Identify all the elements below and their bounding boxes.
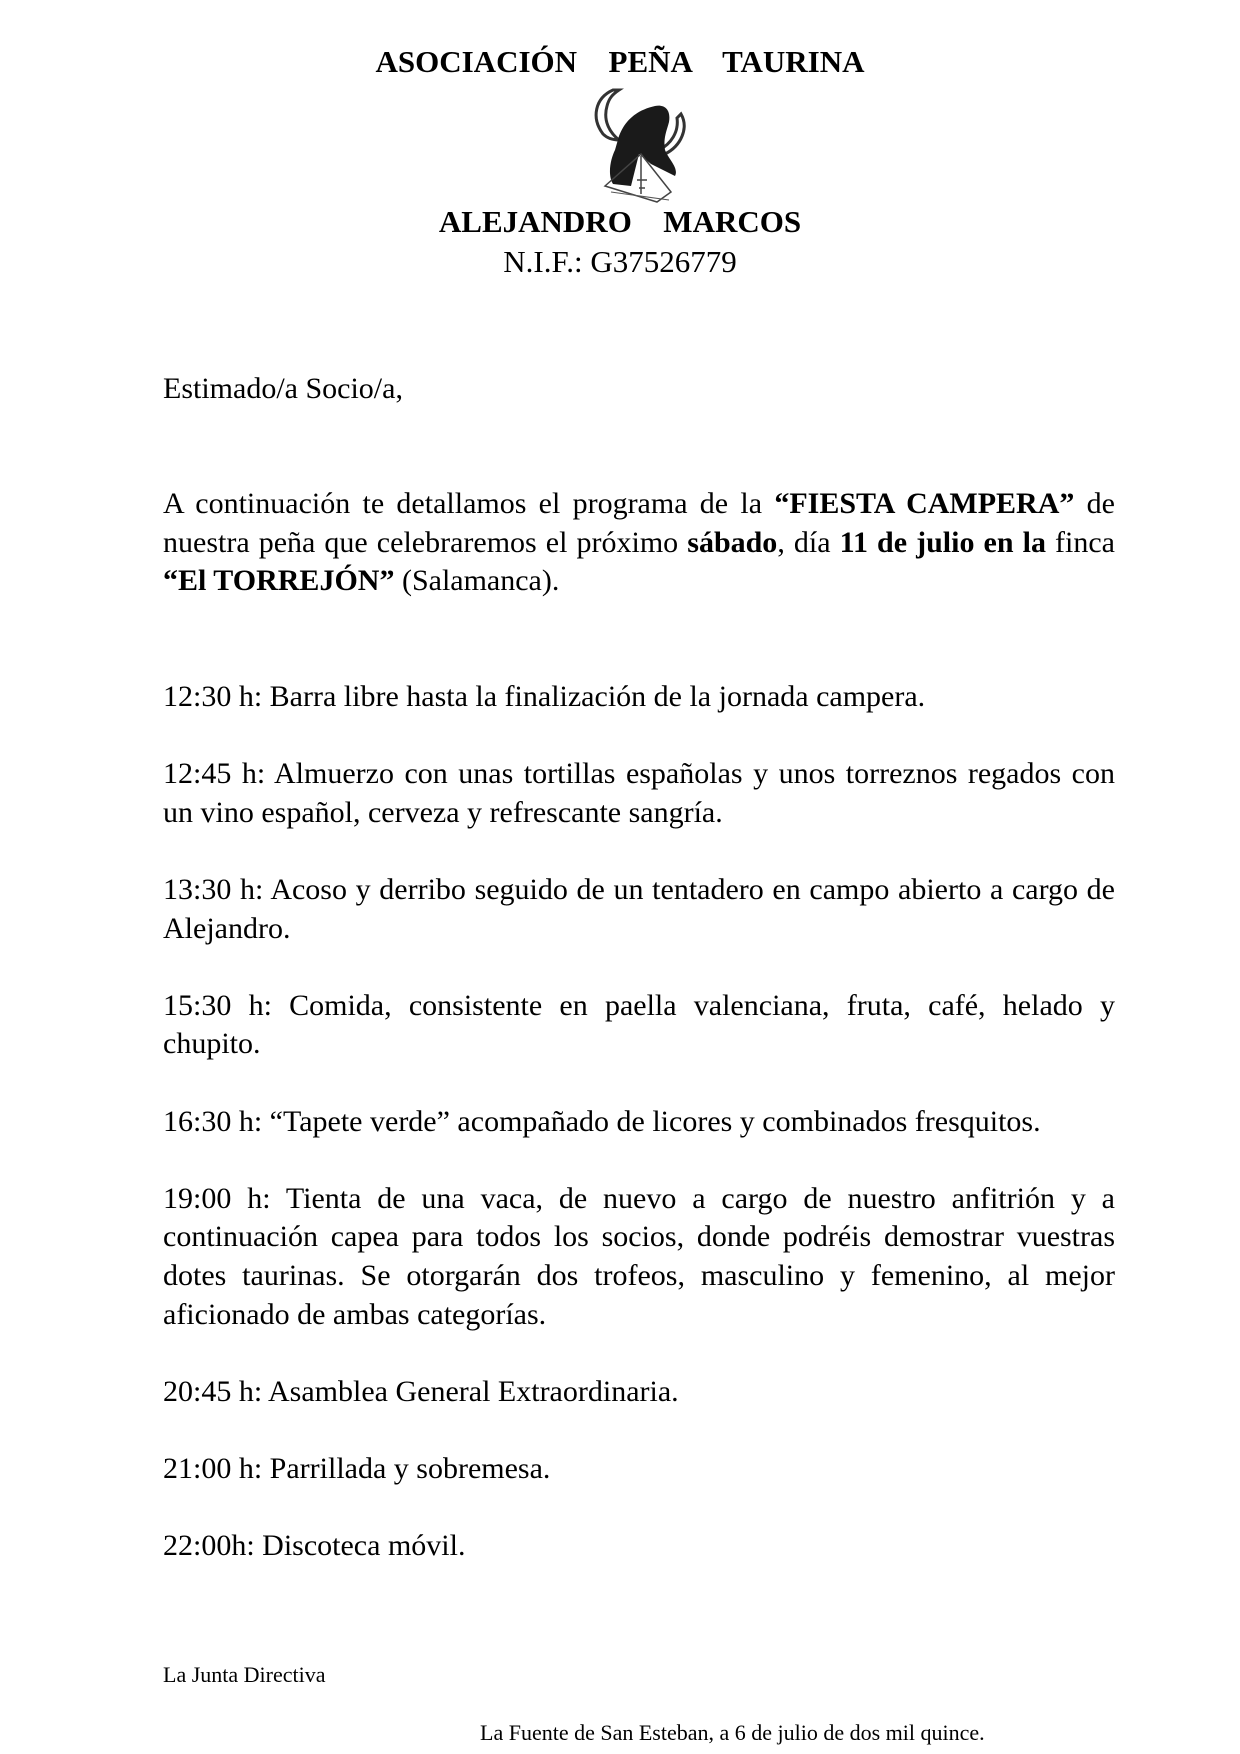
schedule-item: 20:45 h: Asamblea General Extraordinaria. [163, 1374, 679, 1408]
signature: La Junta Directiva [163, 1662, 326, 1687]
event-day: sábado [687, 525, 778, 559]
intro-text: , día [777, 525, 840, 559]
schedule-item: 16:30 h: “Tapete verde” acompañado de licores y combinados fresquitos. [163, 1104, 1041, 1138]
event-venue: “El TORREJÓN” [163, 564, 395, 598]
intro-text: A continuación te detallamos el programa de la [163, 487, 775, 520]
schedule-item: 13:30 h: Acoso y derribo seguido de un tentadero en campo abierto a cargo de Alejandro. [163, 872, 1115, 945]
schedule-item: 22:00h: Discoteca móvil. [163, 1529, 466, 1563]
intro-text: de nuestra peña que celebraremos el próximo [163, 487, 1115, 559]
intro-text: finca [1045, 525, 1116, 559]
schedule-item: 12:30 h: Barra libre hasta la finalización de la jornada campera. [163, 680, 926, 713]
schedule-item: 12:45 h: Almuerzo con unas tortillas españolas y unos torreznos regados con un vino español, cerveza y refrescante sangría. [163, 757, 1115, 829]
schedule-list [163, 678, 1115, 1604]
association-title: ASOCIACIÓN PEÑA TAURINA [375, 44, 865, 79]
nif-number: N.I.F.: G37526779 [503, 244, 737, 279]
schedule-item: 19:00 h: Tienta de una vaca, de nuevo a cargo de nuestro anfitrión y a continuación capea para todos los socios, donde podréis demostrar vuestras dotes taurinas. Se otorgarán dos trofeos, masculino y femenino, al mejor aficionado de ambas categorías. [163, 1181, 1115, 1331]
bull-head-logo-icon [585, 84, 697, 209]
president-name: ALEJANDRO MARCOS [438, 204, 802, 239]
schedule-item: 21:00 h: Parrillada y sobremesa. [163, 1451, 551, 1485]
intro-text: (Salamanca). [394, 564, 560, 598]
intro-paragraph [163, 485, 1115, 601]
event-name: “FIESTA CAMPERA” [774, 487, 1075, 520]
schedule-item: 15:30 h: Comida, consistente en paella valenciana, fruta, café, helado y chupito. [163, 988, 1115, 1061]
event-date: 11 de julio en la [839, 525, 1046, 559]
greeting: Estimado/a Socio/a, [163, 372, 403, 405]
place-and-date: La Fuente de San Esteban, a 6 de julio de dos mil quince. [480, 1720, 985, 1745]
